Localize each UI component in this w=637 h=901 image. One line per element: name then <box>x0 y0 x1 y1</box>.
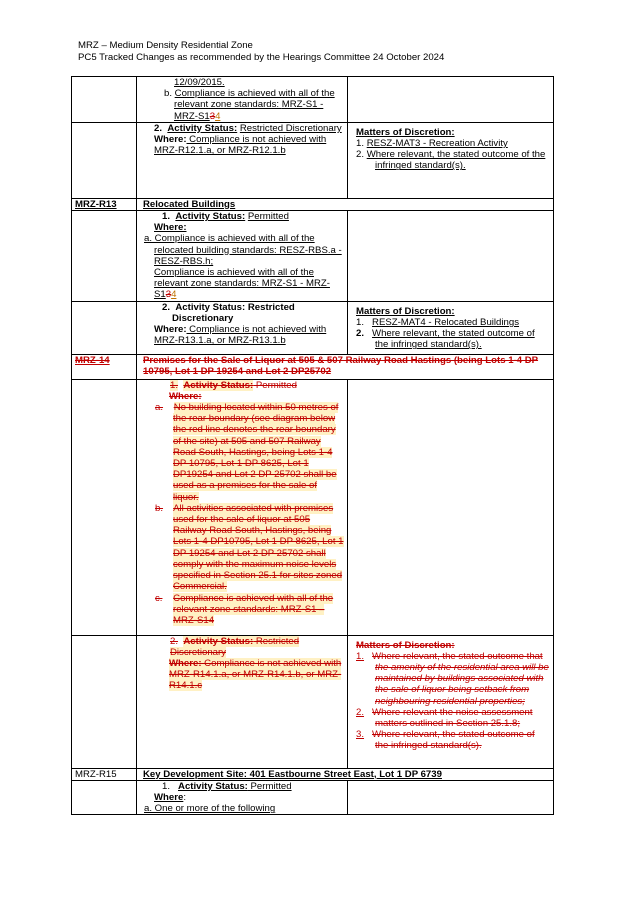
matters-of-discretion-title: Matters of Discretion: <box>356 639 455 651</box>
matters-of-discretion-title: Matters of Discretion: <box>356 305 455 317</box>
table-row <box>72 354 554 379</box>
table-row <box>72 198 554 210</box>
activity-status-label: Activity Status: <box>183 635 254 647</box>
where-label: Where <box>154 792 184 804</box>
matter-item: Where relevant, the stated outcome of the infringed standard(s). <box>372 328 535 351</box>
header-zone-title: MRZ – Medium Density Residential Zone <box>78 40 253 51</box>
where-label: Where: <box>169 390 202 402</box>
matter-item: Where relevant the noise assessment matters outlined in Section 25.1.8; <box>372 706 533 730</box>
activity-status-value: Restricted Discretionary <box>239 122 342 134</box>
inserted-digit: 4 <box>215 110 221 122</box>
activity-status-value: Restricted Discretionary <box>170 635 300 658</box>
inserted-digit: 4 <box>171 289 177 301</box>
matter-item: RESZ-MAT4 - Relocated Buildings <box>372 316 519 328</box>
r12-standards-text: Compliance is achieved with all of the relevant zone standards: <box>174 88 335 111</box>
deleted-digit: 3 <box>209 110 216 122</box>
where-label: Where: <box>154 134 187 146</box>
deleted-digit: 3 <box>165 289 172 301</box>
rule-code: MRZ-14 <box>72 354 137 379</box>
header-tracked-changes-note: PC5 Tracked Changes as recommended by the Hearings Committee 24 October 2024 <box>78 52 445 63</box>
matter-item: Where relevant, the stated outcome of the infringed standard(s). <box>366 149 546 172</box>
rule-code: MRZ-R15 <box>72 768 137 780</box>
zone-standards-text: Compliance is achieved with all of the relevant zone standards: MRZ-S1 - MRZ-S1 <box>154 267 330 301</box>
rule-title: Premises for the Sale of Liquor at 505 & 507 Railway Road Hastings (being Lots 1-4 DP 10795, Lot 1 DP 19254 and Lot 2 DP25702 <box>137 354 554 379</box>
rules-table <box>71 76 554 815</box>
deleted-condition-text: All activities associated with premises used for the sale of liquor at 505 Railway Road South, Hastings, being Lots 1-4 DP10795, Lot 1 DP 8625, Lot 1 DP 19254 and Lot 2 DP 25702 shall comply with the maximum noise levels specified in Section 25.1 for sites zoned Commercial. <box>173 502 344 593</box>
rule-title: Key Development Site: 401 Eastbourne Street East, Lot 1 DP 6739 <box>137 768 554 780</box>
where-text: Compliance is not achieved with MRZ-R12.1.a, or MRZ-R12.1.b <box>154 134 327 157</box>
activity-status-label: Activity Status: Restricted Discretionary <box>172 301 295 324</box>
table-row: 12/09/2015. b. Compliance is achieved with all of the relevant zone standards: MRZ-S1 - MRZ-S134 <box>72 77 554 123</box>
matter-item: Where relevant, the stated outcome of the infringed standard(s). <box>372 729 535 752</box>
date-text: 12/09/2015. <box>174 77 225 88</box>
condition-text: a. One or more of the following <box>144 803 276 815</box>
table-row: 2. Activity Status: Restricted Discretionary Where: Compliance is not achieved with MRZ-R14.1.a, or MRZ-R14.1.b, or MRZ-R14.1.c Matters of Discretion: 1. Where relevant, the stated outcome that the amenity of the residential area will be maintained by buildings associated with the sale of liquor being setback from neighbouring residential properties; 2. Where relevant the noise assessment matters outlined in Section 25.1.8; 3. Where relevant, the stated outcome of the infringed standard(s). <box>72 635 554 768</box>
rule-code: MRZ-R13 <box>72 198 137 210</box>
table-row: 2. Activity Status: Restricted Discretionary Where: Compliance is not achieved with MRZ-R12.1.a, or MRZ-R12.1.b Matters of Discretion: 1. RESZ-MAT3 - Recreation Activity 2. Where relevant, the stated outcome of the infringed standard(s). <box>72 122 554 198</box>
matter-item-italic: the amenity of the residential area will be maintained by buildings associated with the sale of liquor being setback from neighbouring residential properties; <box>375 662 549 707</box>
where-text: Compliance is not achieved with MRZ-R13.1.a, or MRZ-R13.1.b <box>154 324 327 347</box>
table-row: 1. Activity Status: Permitted Where: a. One or more of the following <box>72 780 554 815</box>
activity-status-value: Permitted <box>247 780 292 792</box>
where-label: Where: <box>154 324 187 336</box>
where-label: Where: <box>154 222 187 234</box>
r12-standards-ref: MRZ-S1 - MRZ-S1 <box>174 99 324 122</box>
where-label: Where: <box>169 658 202 670</box>
activity-status-value: Permitted <box>247 211 289 223</box>
activity-status-label: Activity Status: <box>167 122 238 134</box>
relocated-building-standards: a. Compliance is achieved with all of the relocated building standards: RESZ-RBS.a - RESZ-RBS.h; <box>144 233 342 267</box>
activity-status-label: Activity Status: <box>183 379 254 391</box>
matter-item: RESZ-MAT3 - Recreation Activity <box>366 138 508 150</box>
rule-title: Relocated Buildings <box>137 198 554 210</box>
table-row: 2. Activity Status: Restricted Discretionary Where: Compliance is not achieved with MRZ-R13.1.a, or MRZ-R13.1.b Matters of Discretion: 1. RESZ-MAT4 - Relocated Buildings 2. Where relevant, the stated outcome of the infringed standard(s). <box>72 301 554 354</box>
page-header <box>78 40 444 64</box>
activity-status-label: Activity Status: <box>175 211 246 223</box>
table-row <box>72 768 554 780</box>
activity-status-value: Permitted <box>253 379 297 391</box>
table-row: 1. Activity Status: Permitted Where: a. Compliance is achieved with all of the relocated building standards: RESZ-RBS.a - RESZ-RBS.h; Compliance is achieved with all of the relevant zone standards: MRZ-S1 - MRZ-S134 <box>72 211 554 302</box>
matters-of-discretion-title: Matters of Discretion: <box>356 126 455 138</box>
activity-status-label: Activity Status: <box>178 780 248 792</box>
where-text: Compliance is not achieved with MRZ-R14.1.a, or MRZ-R14.1.b, or MRZ-R14.1.c <box>169 658 342 692</box>
deleted-condition-text: No building located within 50 metres of the rear boundary (see diagram below the red line denotes the rear boundary of the site) at 505 and 507 Railway Road South, Hastings, being Lots 1-4 DP 10795, Lot 1 DP 8625, Lot 1 DP19254 and Lot 2 DP 25702 shall be used as a premises for the sale of liquor. <box>173 402 339 503</box>
matter-item: Where relevant, the stated outcome that <box>372 650 543 662</box>
table-row: 1. Activity Status: Permitted Where: a. No building located within 50 metres of the rear boundary (see diagram below the red line denotes the rear boundary of the site) at 505 and 507 Railway Road South, Hastings, being Lots 1-4 DP 10795, Lot 1 DP 8625, Lot 1 DP19254 and Lot 2 DP 25702 shall be used as a premises for the sale of liquor. b. All activities associated with premises used for the sale of liquor at 505 Railway Road South, Hastings, being Lots 1-4 DP10795, Lot 1 DP 8625, Lot 1 DP 19254 and Lot 2 DP 25702 shall comply with the maximum noise levels specified in Section 25.1 for sites zoned Commercial. c. Compliance is achieved with all of the relevant zone standards: MRZ-S1 – MRZ-S14 <box>72 379 554 635</box>
deleted-condition-text: Compliance is achieved with all of the relevant zone standards: MRZ-S1 – MRZ-S14 <box>173 592 334 626</box>
